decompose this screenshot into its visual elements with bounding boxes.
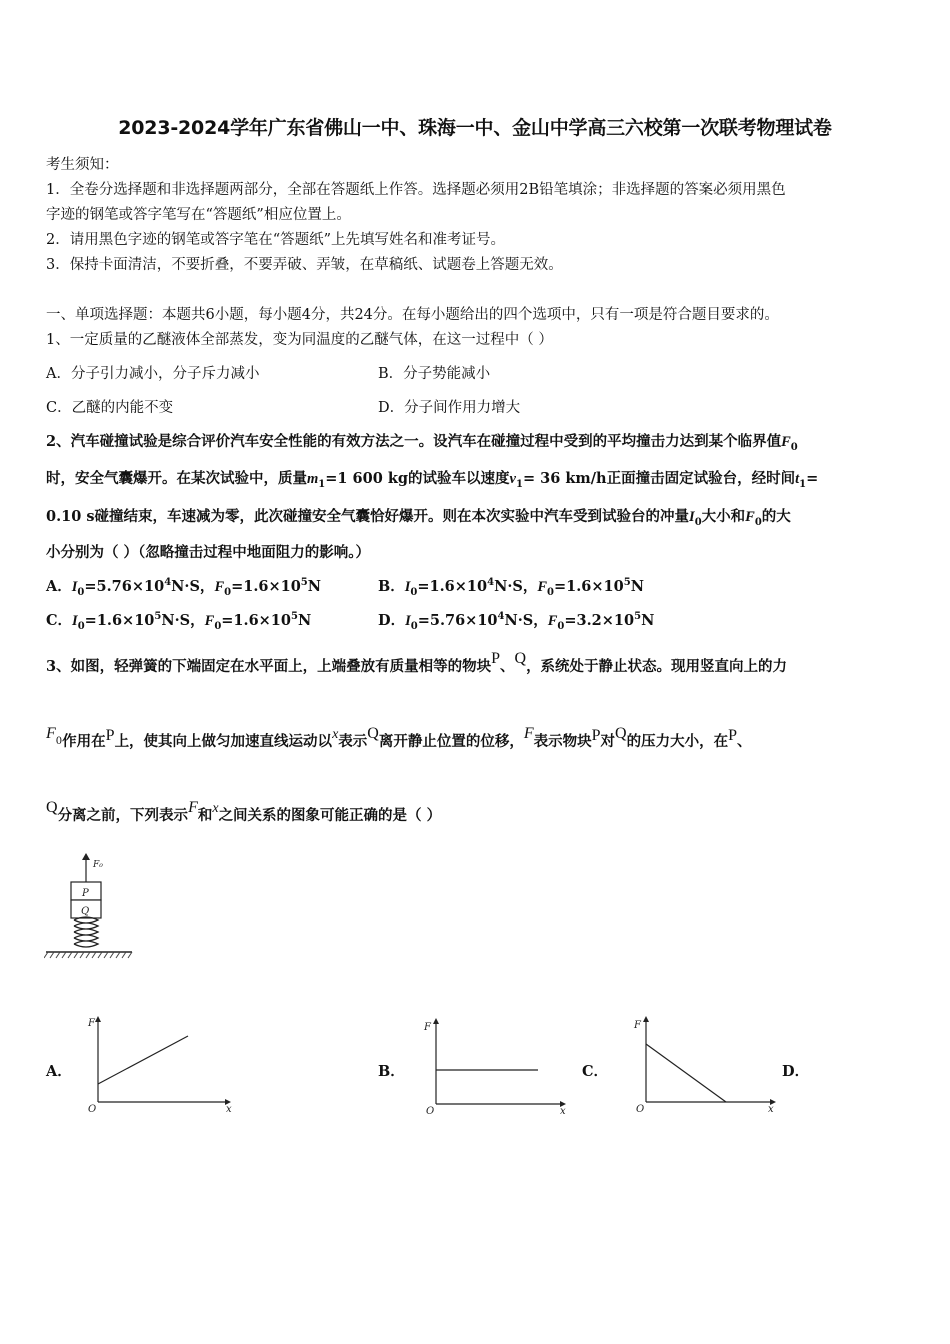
axis-x-label: x (768, 1104, 774, 1115)
q2-option-b: B．$I_0=1.6\times 10^4N\cdot S$，$F_0=1.6\times 10^5N$ (378, 577, 644, 598)
q1-option-a: A．分子引力减小，分子斥力减小 (46, 366, 260, 382)
graph-c-line (646, 1044, 726, 1102)
graph-a-line (98, 1036, 188, 1084)
force-label: F₀ (93, 860, 103, 870)
q2-line-4: 小分别为（ ）（忽略撞击过程中地面阻力的影响。） (46, 544, 371, 561)
exam-title: 2023-2024学年广东省佛山一中、珠海一中、金山中学高三六校第一次联考物理试卷 (118, 117, 832, 139)
spring (74, 917, 98, 947)
graph-b (410, 1012, 570, 1117)
notice-item-1b: 字迹的钢笔或答字笔写在“答题纸”相应位置上。 (46, 207, 351, 223)
block-p-label: P (82, 888, 89, 899)
spring-figure (44, 852, 136, 970)
q3-line-1: 3、如图，轻弹簧的下端固定在水平面上，上端叠放有质量相等的物块P、Q，系统处于静止状态。现用竖直向上的力 (46, 650, 788, 675)
q2-line-3: 0.10 s碰撞结束，车速减为零，此次碰撞安全气囊恰好爆开。则在本次实验中汽车受到试验台的冲量$I_0$大小和$F_0$的大 (46, 508, 791, 528)
origin-label: O (88, 1104, 97, 1115)
q3-option-c-label: C． (582, 1063, 609, 1080)
axis-x-label: x (560, 1106, 566, 1117)
axis-f-label: F (424, 1022, 431, 1033)
q2-option-d: D．$I_0=5.76\times 10^4N\cdot S$，$F_0=3.2\times 10^5N$ (378, 611, 655, 632)
q3-option-a-label: A． (46, 1063, 72, 1080)
section-heading: 一、单项选择题：本题共6小题，每小题4分，共24分。在每小题给出的四个选项中，只有一项是符合题目要求的。 (46, 307, 779, 323)
notice-item-2: 2．请用黑色字迹的钢笔或答字笔在“答题纸”上先填写姓名和准考证号。 (46, 232, 506, 248)
q2-line-1: 2、汽车碰撞试验是综合评价汽车安全性能的有效方法之一。设汽车在碰撞过程中受到的平均撞击力达到某个临界值$F_0$ (46, 433, 798, 453)
q2-option-a: A．$I_0=5.76\times 10^4N\cdot S$，$F_0=1.6\times 10^5N$ (46, 577, 322, 598)
q1-stem: 1、一定质量的乙醚液体全部蒸发，变为同温度的乙醚气体，在这一过程中（ ） (46, 332, 553, 348)
graph-c (620, 1012, 785, 1117)
q2-option-c: C．$I_0=1.6\times 10^5N\cdot S$，$F_0=1.6\times 10^5N$ (46, 611, 312, 632)
q2-line-2: 时，安全气囊爆开。在某次试验中，质量$m_1=1$ 600 kg的试验车以速度$v_1= 36$ km/h正面撞击固定试验台，经时间$t_1=$ (46, 470, 819, 490)
ground-hatching (44, 952, 132, 958)
q1-option-d: D．分子间作用力增大 (378, 400, 521, 416)
q1-option-b: B．分子势能减小 (378, 366, 491, 382)
q1-option-c: C．乙醚的内能不变 (46, 400, 174, 416)
q3-option-b-label: B． (378, 1063, 405, 1080)
notice-item-1a: 1．全卷分选择题和非选择题两部分，全部在答题纸上作答。选择题必须用2B铅笔填涂；非选择题的答案必须用黑色 (46, 182, 786, 198)
notice-item-3: 3．保持卡面清洁，不要折叠，不要弄破、弄皱，在草稿纸、试题卷上答题无效。 (46, 257, 563, 273)
block-q-label: Q (81, 906, 90, 917)
axis-f-label: F (634, 1020, 641, 1031)
axis-f-label: F (88, 1018, 95, 1029)
graph-a (80, 1012, 240, 1117)
q3-line-3: Q分离之前，下列表示F和x之间关系的图象可能正确的是（ ） (46, 799, 442, 824)
q3-option-d-label: D． (782, 1063, 810, 1080)
notice-heading: 考生须知： (46, 157, 119, 173)
q3-line-2: $F_0$作用在P上，使其向上做匀加速直线运动以x表示Q离开静止位置的位移，F表示物块P对Q的压力大小，在P、 (46, 725, 752, 750)
origin-label: O (636, 1104, 645, 1115)
origin-label: O (426, 1106, 435, 1117)
axis-x-label: x (226, 1104, 232, 1115)
